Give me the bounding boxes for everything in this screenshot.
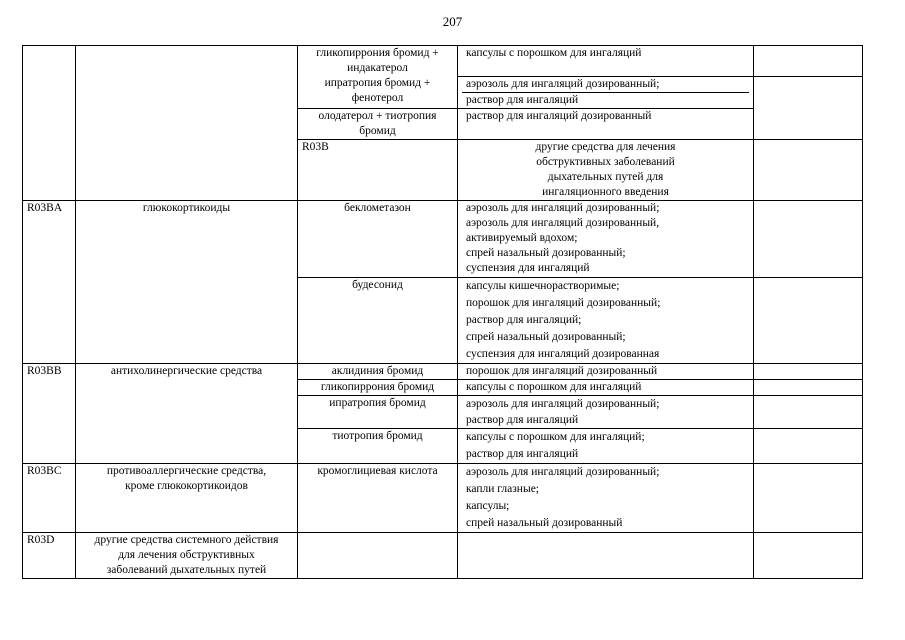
form-cell: порошок для ингаляций дозированный (458, 364, 754, 380)
medication-table (22, 45, 863, 579)
extra-cell (754, 533, 863, 579)
drug-cell: тиотропия бромид (298, 429, 458, 464)
extra-cell (754, 464, 863, 533)
table-row (23, 464, 863, 533)
form-cell: капсулы с порошком для ингаляций (458, 380, 754, 396)
extra-cell (754, 46, 863, 77)
drug-cell: будесонид (298, 278, 458, 364)
code-cell: R03B (298, 140, 458, 201)
code-cell (23, 46, 76, 201)
table-row (23, 46, 863, 77)
drug-cell: гликопиррония бромид (298, 380, 458, 396)
table-row (23, 533, 863, 579)
code-cell: R03D (23, 533, 76, 579)
form-cell: капсулы с порошком для ингаляций (458, 46, 754, 77)
extra-cell (754, 77, 863, 140)
group-cell: другие средства для лечения обструктивных заболеваний дыхательных путей для ингаляционного введения (458, 140, 754, 201)
code-cell: R03BB (23, 364, 76, 464)
form-cell: капсулы кишечнорастворимые; порошок для ингаляций дозированный; раствор для ингаляций; спрей назальный дозированный; суспензия для ингаляций дозированная (458, 278, 754, 364)
form-cell: аэрозоль для ингаляций дозированный; аэрозоль для ингаляций дозированный, активируемый вдохом; спрей назальный дозированный; суспензия для ингаляций (458, 201, 754, 278)
form-cell: аэрозоль для ингаляций дозированный; раствор для ингаляций (458, 396, 754, 429)
group-cell: противоаллергические средства, кроме глюкокортикоидов (76, 464, 298, 533)
drug-cell: ипратропия бромид (298, 396, 458, 429)
drug-cell: олодатерол + тиотропия бромид (298, 109, 458, 140)
drug-cell: кромоглициевая кислота (298, 464, 458, 533)
drug-cell (298, 533, 458, 579)
group-cell (76, 46, 298, 201)
form-cell: аэрозоль для ингаляций дозированный; капли глазные; капсулы; спрей назальный дозированный (458, 464, 754, 533)
form-cell: аэрозоль для ингаляций дозированный; раствор для ингаляций (458, 77, 754, 109)
table-row (23, 201, 863, 278)
table-row (23, 364, 863, 380)
extra-cell (754, 278, 863, 364)
form-cell: раствор для ингаляций дозированный (458, 109, 754, 140)
form-cell: капсулы с порошком для ингаляций; раствор для ингаляций (458, 429, 754, 464)
form-cell (458, 533, 754, 579)
extra-cell (754, 201, 863, 278)
drug-cell (754, 140, 863, 201)
drug-cell: беклометазон (298, 201, 458, 278)
group-cell: антихолинергические средства (76, 364, 298, 464)
extra-cell (754, 429, 863, 464)
code-cell: R03BA (23, 201, 76, 364)
extra-cell (754, 380, 863, 396)
extra-cell (754, 364, 863, 380)
group-cell: глюкокортикоиды (76, 201, 298, 364)
page-number: 207 (442, 14, 463, 29)
drug-cell: аклидиния бромид (298, 364, 458, 380)
code-cell: R03BC (23, 464, 76, 533)
extra-cell (754, 396, 863, 429)
drug-cell: гликопиррония бромид + индакатерол ипратропия бромид + фенотерол (298, 46, 458, 109)
group-cell: другие средства системного действия для лечения обструктивных заболеваний дыхательных путей (76, 533, 298, 579)
